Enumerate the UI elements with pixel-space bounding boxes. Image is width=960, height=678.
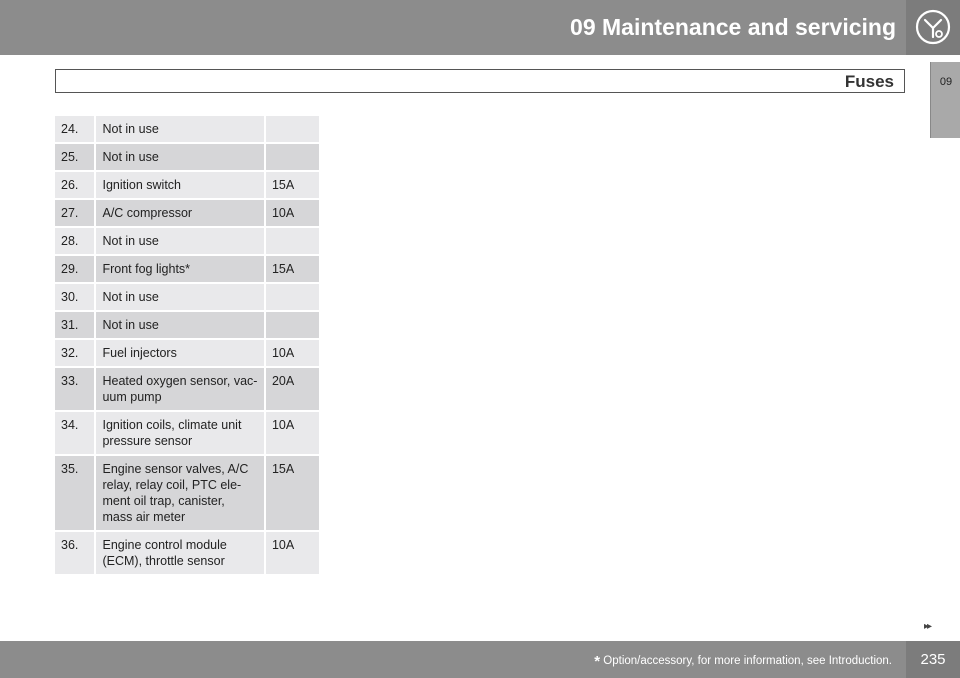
fuse-row [55, 256, 319, 284]
fuse-number: 27. [55, 200, 94, 228]
page-number: 235 [920, 651, 946, 668]
fuse-amperage: 15A [264, 456, 319, 532]
fuse-row [55, 144, 319, 172]
fuse-description: Not in use [94, 312, 263, 340]
chapter-tab-label: 09 [939, 76, 953, 88]
fuse-amperage [264, 116, 319, 144]
fuse-row [55, 172, 319, 200]
fuse-row [55, 412, 319, 456]
fuse-description: Not in use [94, 116, 263, 144]
fuse-amperage: 10A [264, 412, 319, 456]
fuse-description: Engine control module (ECM), throttle sensor [94, 532, 263, 576]
fuse-row [55, 116, 319, 144]
header-bar [0, 0, 960, 55]
fuse-number: 36. [55, 532, 94, 576]
fuse-amperage [264, 228, 319, 256]
fuse-number: 35. [55, 456, 94, 532]
fuse-row [55, 532, 319, 576]
footer-bar [0, 641, 960, 678]
fuse-amperage: 10A [264, 340, 319, 368]
fuse-number: 26. [55, 172, 94, 200]
fuse-number: 28. [55, 228, 94, 256]
fuse-amperage: 10A [264, 532, 319, 576]
fuse-amperage: 20A [264, 368, 319, 412]
fuse-row [55, 456, 319, 532]
fuse-number: 31. [55, 312, 94, 340]
fuse-amperage [264, 284, 319, 312]
fuse-table [55, 116, 319, 576]
fuse-row [55, 228, 319, 256]
page-number-box [906, 641, 960, 678]
wrench-icon [915, 9, 951, 45]
footnote-text: Option/accessory, for more information, see Introduction. [603, 655, 892, 667]
fuse-amperage [264, 144, 319, 172]
fuse-row [55, 368, 319, 412]
footer-note [594, 653, 892, 670]
header-icon-box [906, 0, 960, 55]
fuse-number: 32. [55, 340, 94, 368]
fuse-number: 29. [55, 256, 94, 284]
chapter-tab[interactable] [930, 62, 960, 138]
fuse-description: Ignition coils, climate unit pressure sensor [94, 412, 263, 456]
fuse-description: Not in use [94, 144, 263, 172]
fuse-row [55, 340, 319, 368]
fuse-row [55, 200, 319, 228]
fuse-amperage: 15A [264, 172, 319, 200]
fuse-description: Ignition switch [94, 172, 263, 200]
fuse-number: 24. [55, 116, 94, 144]
fuse-number: 33. [55, 368, 94, 412]
fuse-amperage: 15A [264, 256, 319, 284]
fuse-number: 25. [55, 144, 94, 172]
fuse-description: A/C compressor [94, 200, 263, 228]
footnote-star: * [594, 653, 601, 670]
fuse-number: 34. [55, 412, 94, 456]
fuse-amperage: 10A [264, 200, 319, 228]
section-title: Fuses [844, 72, 894, 91]
fuse-description: Front fog lights* [94, 256, 263, 284]
fuse-number: 30. [55, 284, 94, 312]
fuse-description: Fuel injectors [94, 340, 263, 368]
fuse-row [55, 284, 319, 312]
fuse-description: Heated oxygen sensor, vac-uum pump [94, 368, 263, 412]
fuse-amperage [264, 312, 319, 340]
fuse-description: Not in use [94, 284, 263, 312]
chapter-title: 09 Maintenance and servicing [570, 14, 896, 40]
fuse-description: Not in use [94, 228, 263, 256]
section-bar [55, 69, 905, 93]
fuse-description: Engine sensor valves, A/C relay, relay coil, PTC ele-ment oil trap, canister, mass air meter [94, 456, 263, 532]
fuse-row [55, 312, 319, 340]
next-page-arrows: ▸▸ [924, 621, 931, 632]
